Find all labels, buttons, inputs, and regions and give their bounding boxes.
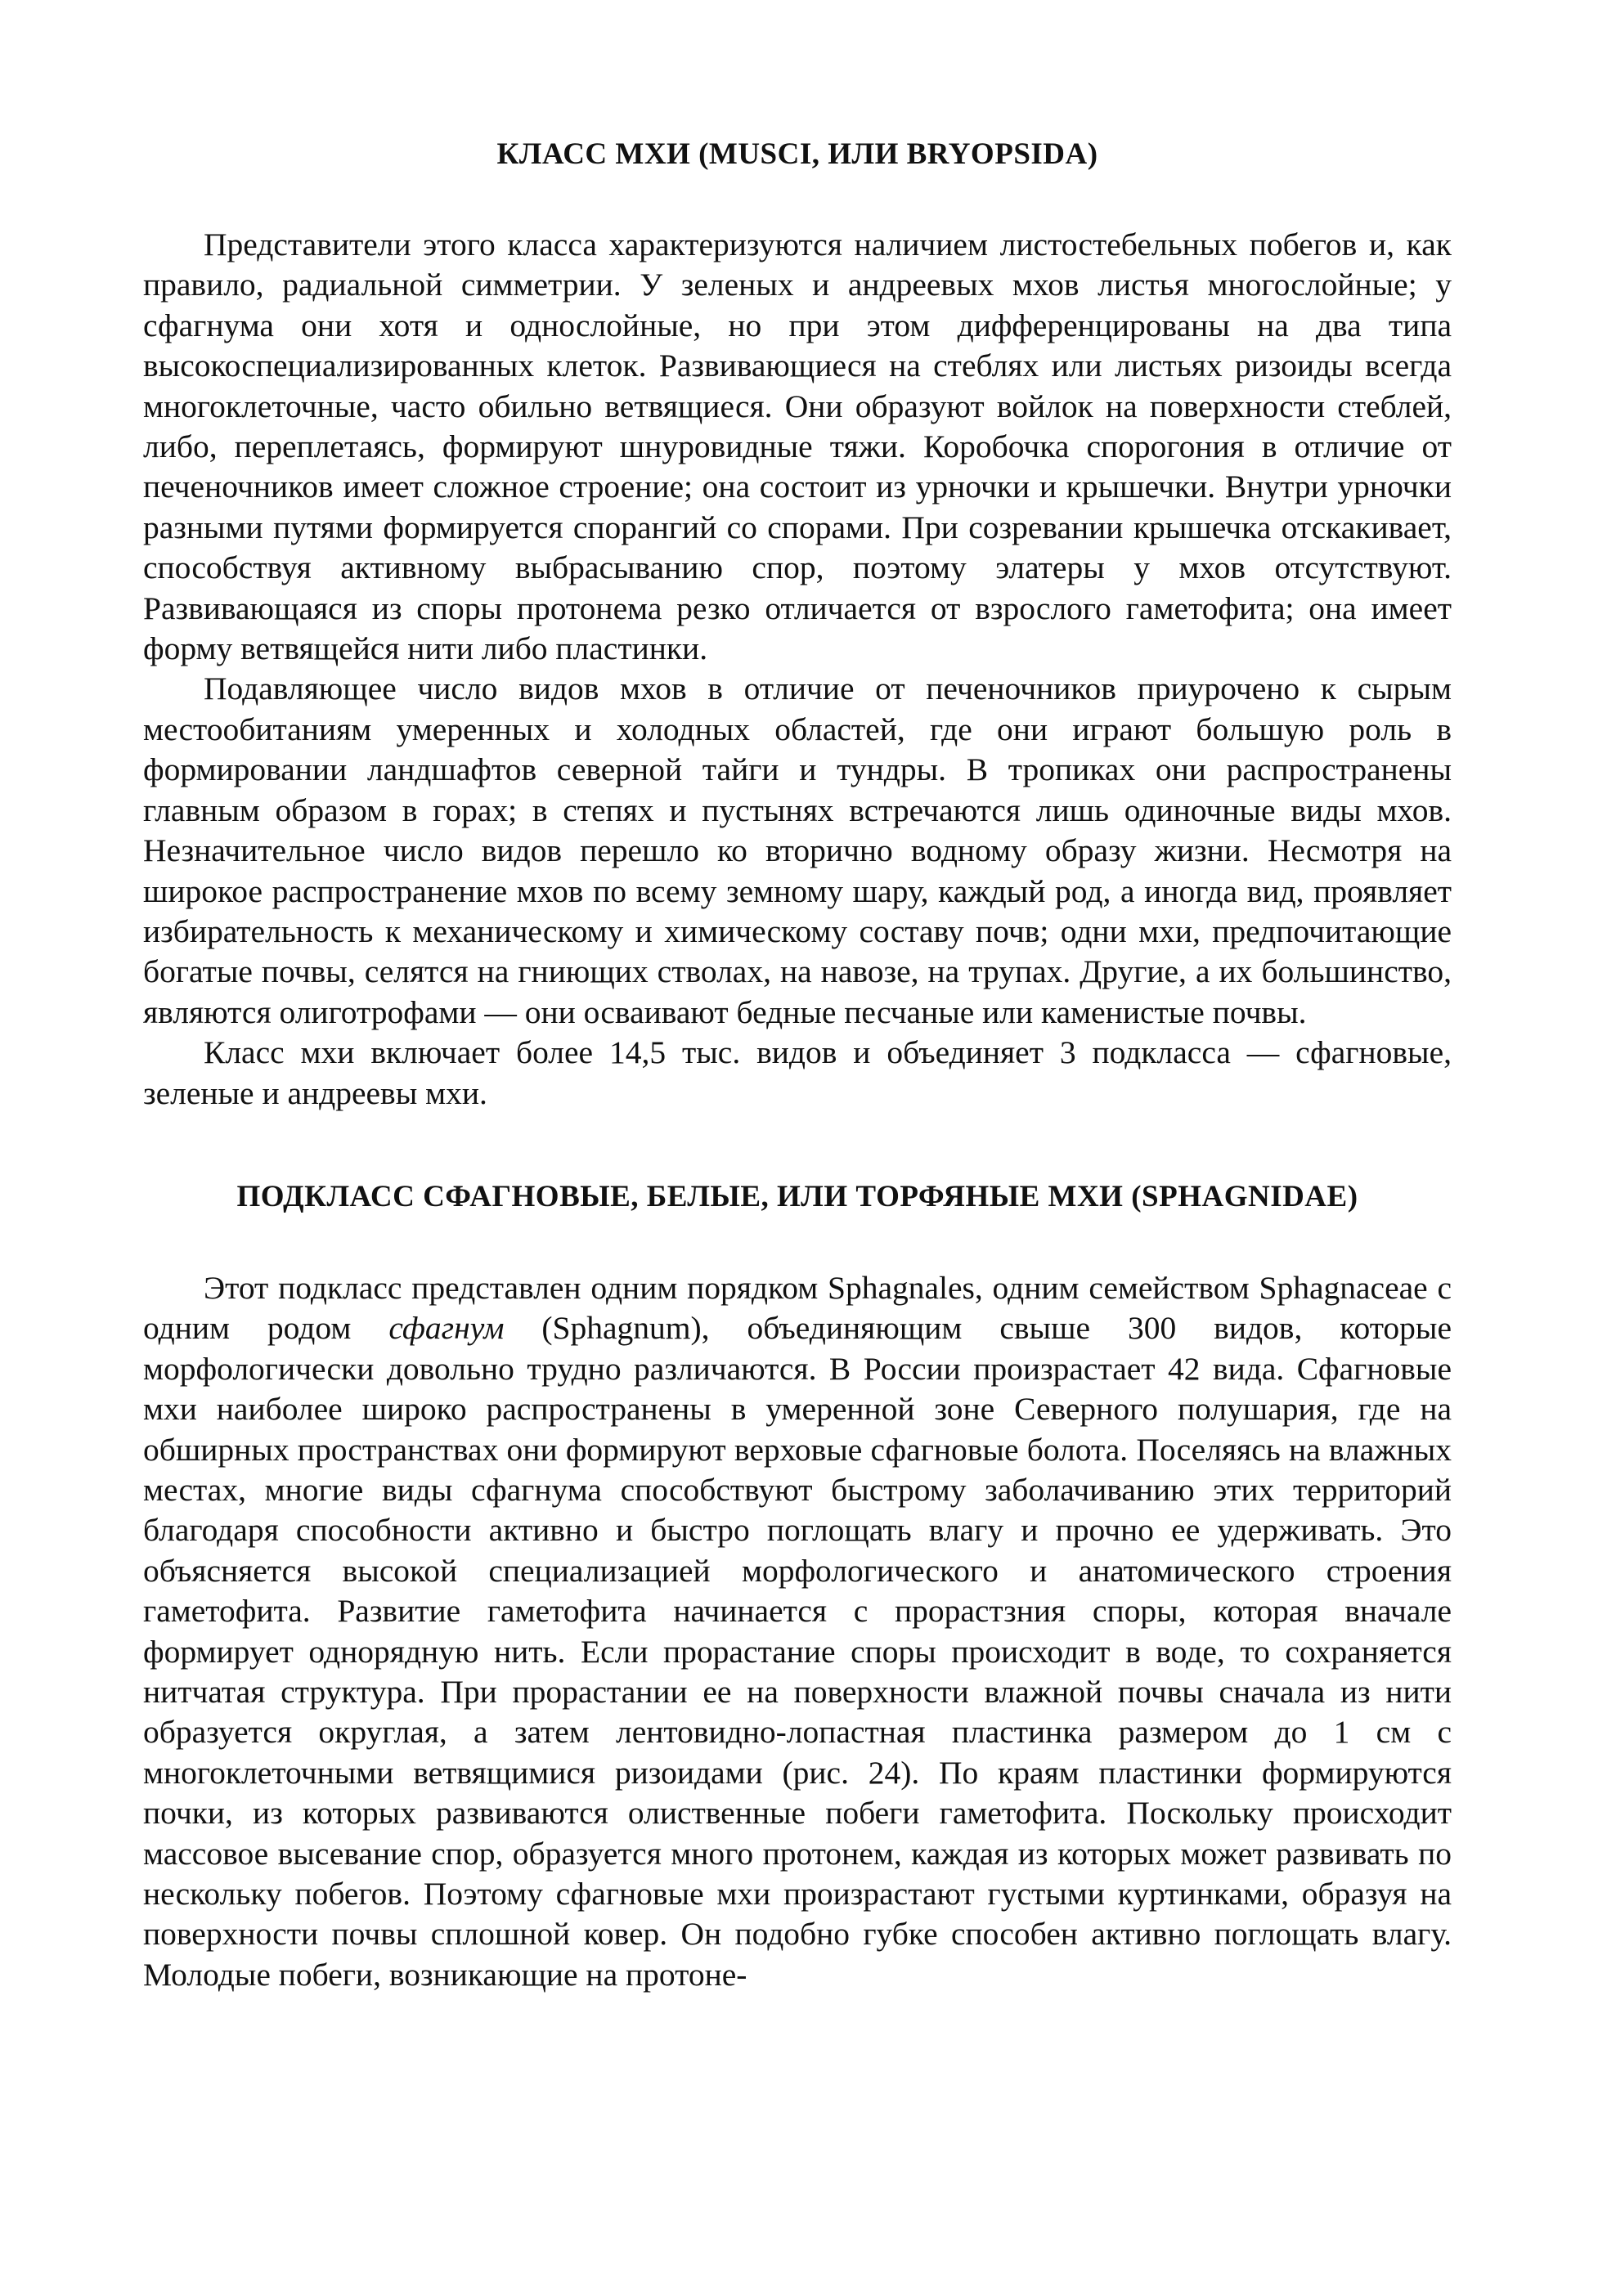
sphagnidae-text-start: Этот подкласс представлен одним порядком Sphagnales, одним семейством Sphagnaceae с одним родом: [143, 1269, 1452, 1347]
class-description-paragraph: Представители этого класса характеризуются наличием листостебельных побегов и, как правило, радиальной симметрии. У зеленых и андреевых мхов листья многослойные; у сфагнума они хотя и однослойные, но при этом дифференцированы на два типа высокоспециализированных клеток. Развивающиеся на стеблях или листьях ризоиды всегда многоклеточные, часто обильно ветвящиеся. Они образуют войлок на поверхности стеблей, либо, переплетаясь, формируют шнуровидные тяжи. Коробочка спорогония в отличие от печеночников имеет сложное строение; она состоит из урночки и крышечки. Внутри урночки разными путями формируется спорангий со спорами. При созревании крышечка отскакивает, способствуя активному выбрасыванию спор, поэтому элатеры у мхов отсутствуют. Развивающаяся из споры протонема резко отличается от взрослого гаметофита; она имеет форму ветвящейся нити либо пластинки.: [143, 226, 1452, 667]
sphagnidae-text-rest: (Sphagnum), объединяющим свыше 300 видов, которые морфологически довольно трудно различаются. В России произрастает 42 вида. Сфагновые мхи наиболее широко распространены в умеренной зоне Северного полушария, где на обширных пространствах они формируют верховые сфагновые болота. Поселяясь на влажных местах, многие виды сфагнума способствуют быстрому заболачиванию этих территорий благодаря способности активно и быстро поглощать влагу и прочно ее удерживать. Это объясняется высокой специализацией морфологического и анатомического строения гаметофита. Развитие гаметофита начинается с прорастзния споры, которая вначале формирует однорядную нить. Если прорастание споры происходит в воде, то сохраняется нитчатая структура. При прорастании ее на поверхности влажной почвы сначала из нити образуется округлая, а затем лентовидно-лопастная пластинка размером до 1 см с многоклеточными ветвящимися ризоидами (рис. 24). По краям пластинки формируются почки, из которых развиваются олиственные побеги гаметофита. Поскольку происходит массовое высевание спор, образуется много протонем, каждая из которых может развивать по нескольку побегов. Поэтому сфагновые мхи произрастают густыми куртинками, образуя на поверхности почвы сплошной ковер. Он подобно губке способен активно поглощать влагу. Молодые побеги, возникающие на протоне-: [143, 1310, 1452, 1993]
book-page: [143, 123, 1452, 2208]
habitat-paragraph: Подавляющее число видов мхов в отличие от печеночников приурочено к сырым местообитаниям умеренных и холодных областей, где они играют большую роль в формировании ландшафтов северной тайги и тундры. В тропиках они распространены главным образом в горах; в степях и пустынях встречаются лишь одиночные виды мхов. Незначительное число видов перешло ко вторично водному образу жизни. Несмотря на широкое распространение мхов по всему земному шару, каждый род, а иногда вид, проявляет избирательность к механическому и химическому составу почв; одни мхи, предпочитающие богатые почвы, селятся на гниющих стволах, на навозе, на трупах. Другие, а их большинство, являются олиготрофами — они осваивают бедные песчаные или каменистые почвы.: [143, 670, 1452, 1030]
class-mosses-heading: КЛАСС МХИ (MUSCI, ИЛИ BRYOPSIDA): [496, 137, 1098, 171]
sphagnidae-paragraph: [143, 1268, 1452, 1995]
class-summary-paragraph: Класс мхи включает более 14,5 тыс. видов и объединяет 3 подкласса — сфагновые, зеленые и андреевы мхи.: [143, 1034, 1452, 1111]
sphagnidae-heading: ПОДКЛАСС СФАГНОВЫЕ, БЕЛЫЕ, ИЛИ ТОРФЯНЫЕ МХИ (SPHAGNIDAE): [236, 1179, 1358, 1213]
genus-name-italic: сфагнум: [388, 1310, 505, 1347]
